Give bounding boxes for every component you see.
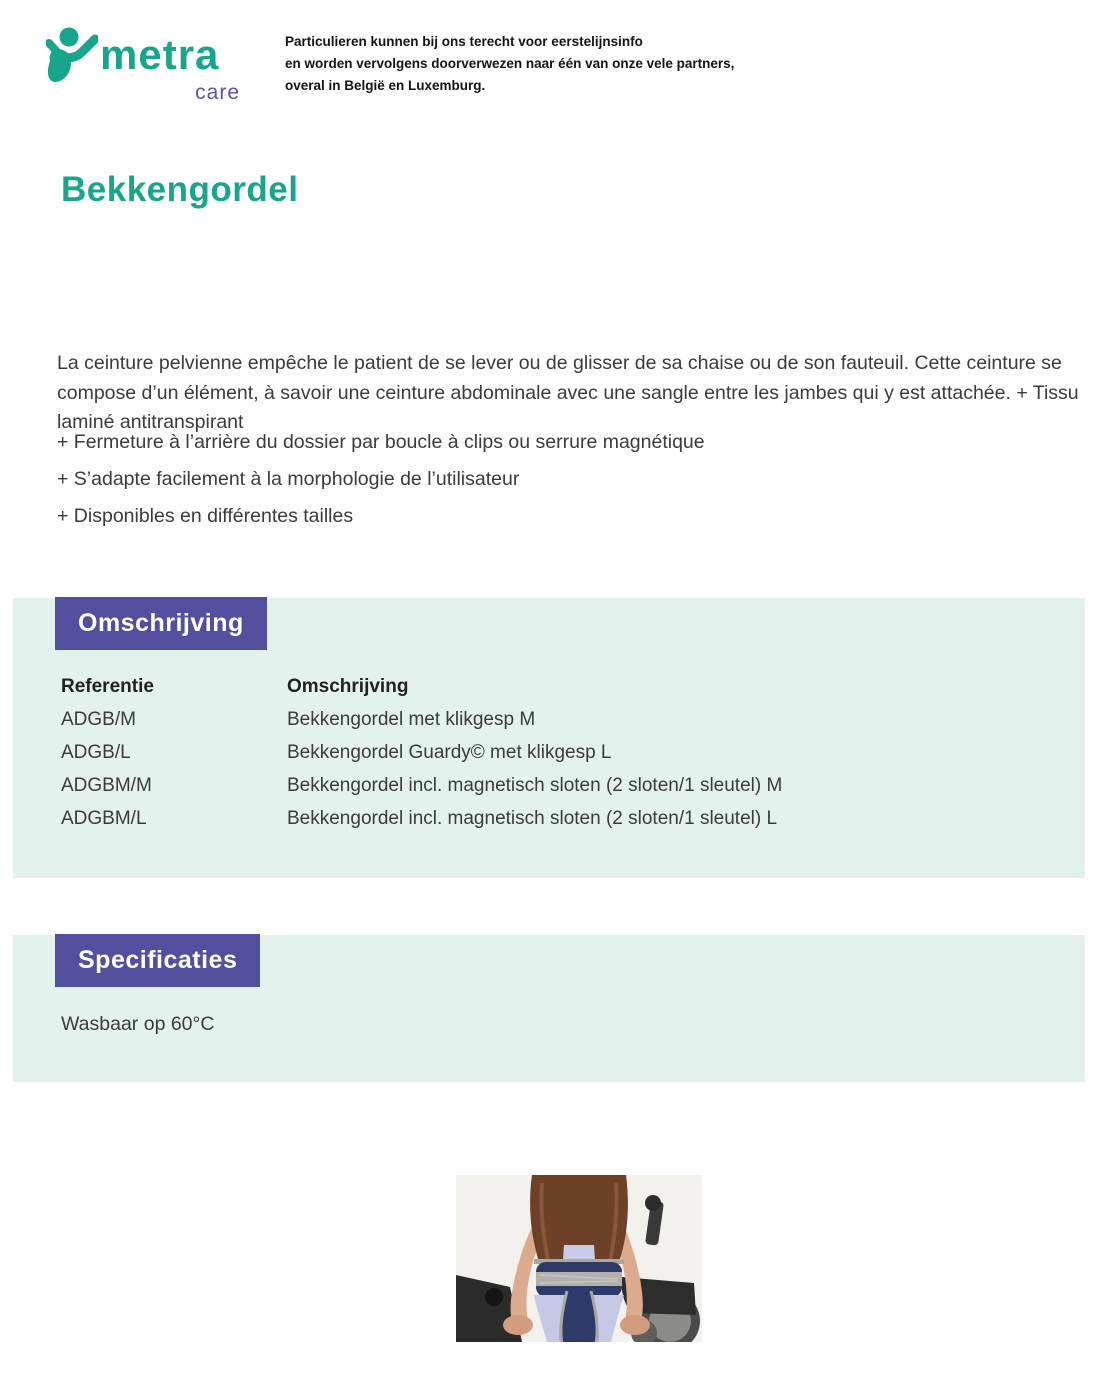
feature-item: + Disponibles en différentes tailles (57, 505, 354, 527)
metra-care-logo (46, 26, 246, 105)
product-photo (456, 1175, 702, 1342)
table-row-ref: ADGB/L (61, 742, 131, 763)
table-row-ref: ADGBM/M (61, 775, 152, 796)
logo-wordmark: metra (100, 31, 220, 78)
intro-paragraph: La ceinture pelvienne empêche le patient de se lever ou de glisser de sa chaise ou de son fauteuil. Cette ceinture se compose d’un élément, à savoir une ceinture abdominale avec une sangle entre les jambes qui y est attachée. + Tissu laminé antitranspirant (57, 352, 1079, 433)
logo-person-icon (46, 26, 98, 91)
tagline-line-3: overal in België en Luxemburg. (285, 78, 486, 93)
tagline-line-1: Particulieren kunnen bij ons terecht voor eerstelijnsinfo (285, 34, 643, 49)
page-title: Bekkengordel (61, 170, 299, 209)
feature-list (57, 431, 705, 542)
specification-text: Wasbaar op 60°C (61, 1013, 215, 1035)
omschrijving-heading-badge: Omschrijving (55, 597, 267, 650)
table-row-desc: Bekkengordel incl. magnetisch sloten (2 sloten/1 sleutel) M (287, 775, 783, 796)
wheelchair-pelvic-belt-illustration (456, 1175, 702, 1342)
omschrijving-section (13, 598, 1085, 878)
header-tagline (285, 31, 734, 97)
table-row-ref: ADGBM/L (61, 808, 147, 829)
specificaties-heading-badge: Specificaties (55, 934, 260, 987)
table-row-desc: Bekkengordel Guardy© met klikgesp L (287, 742, 612, 763)
table-row-desc: Bekkengordel met klikgesp M (287, 709, 536, 730)
feature-item: + S’adapte facilement à la morphologie de l’utilisateur (57, 468, 520, 490)
table-row-desc: Bekkengordel incl. magnetisch sloten (2 sloten/1 sleutel) L (287, 808, 778, 829)
column-header-referentie: Referentie (61, 676, 154, 697)
reference-table (61, 670, 782, 835)
column-header-omschrijving: Omschrijving (287, 676, 409, 697)
logo-care-label: care (195, 81, 240, 104)
specificaties-section (13, 935, 1085, 1082)
tagline-line-2: en worden vervolgens doorverwezen naar één van onze vele partners, (285, 56, 735, 71)
feature-item: + Fermeture à l’arrière du dossier par boucle à clips ou serrure magnétique (57, 431, 705, 453)
table-row-ref: ADGB/M (61, 709, 136, 730)
